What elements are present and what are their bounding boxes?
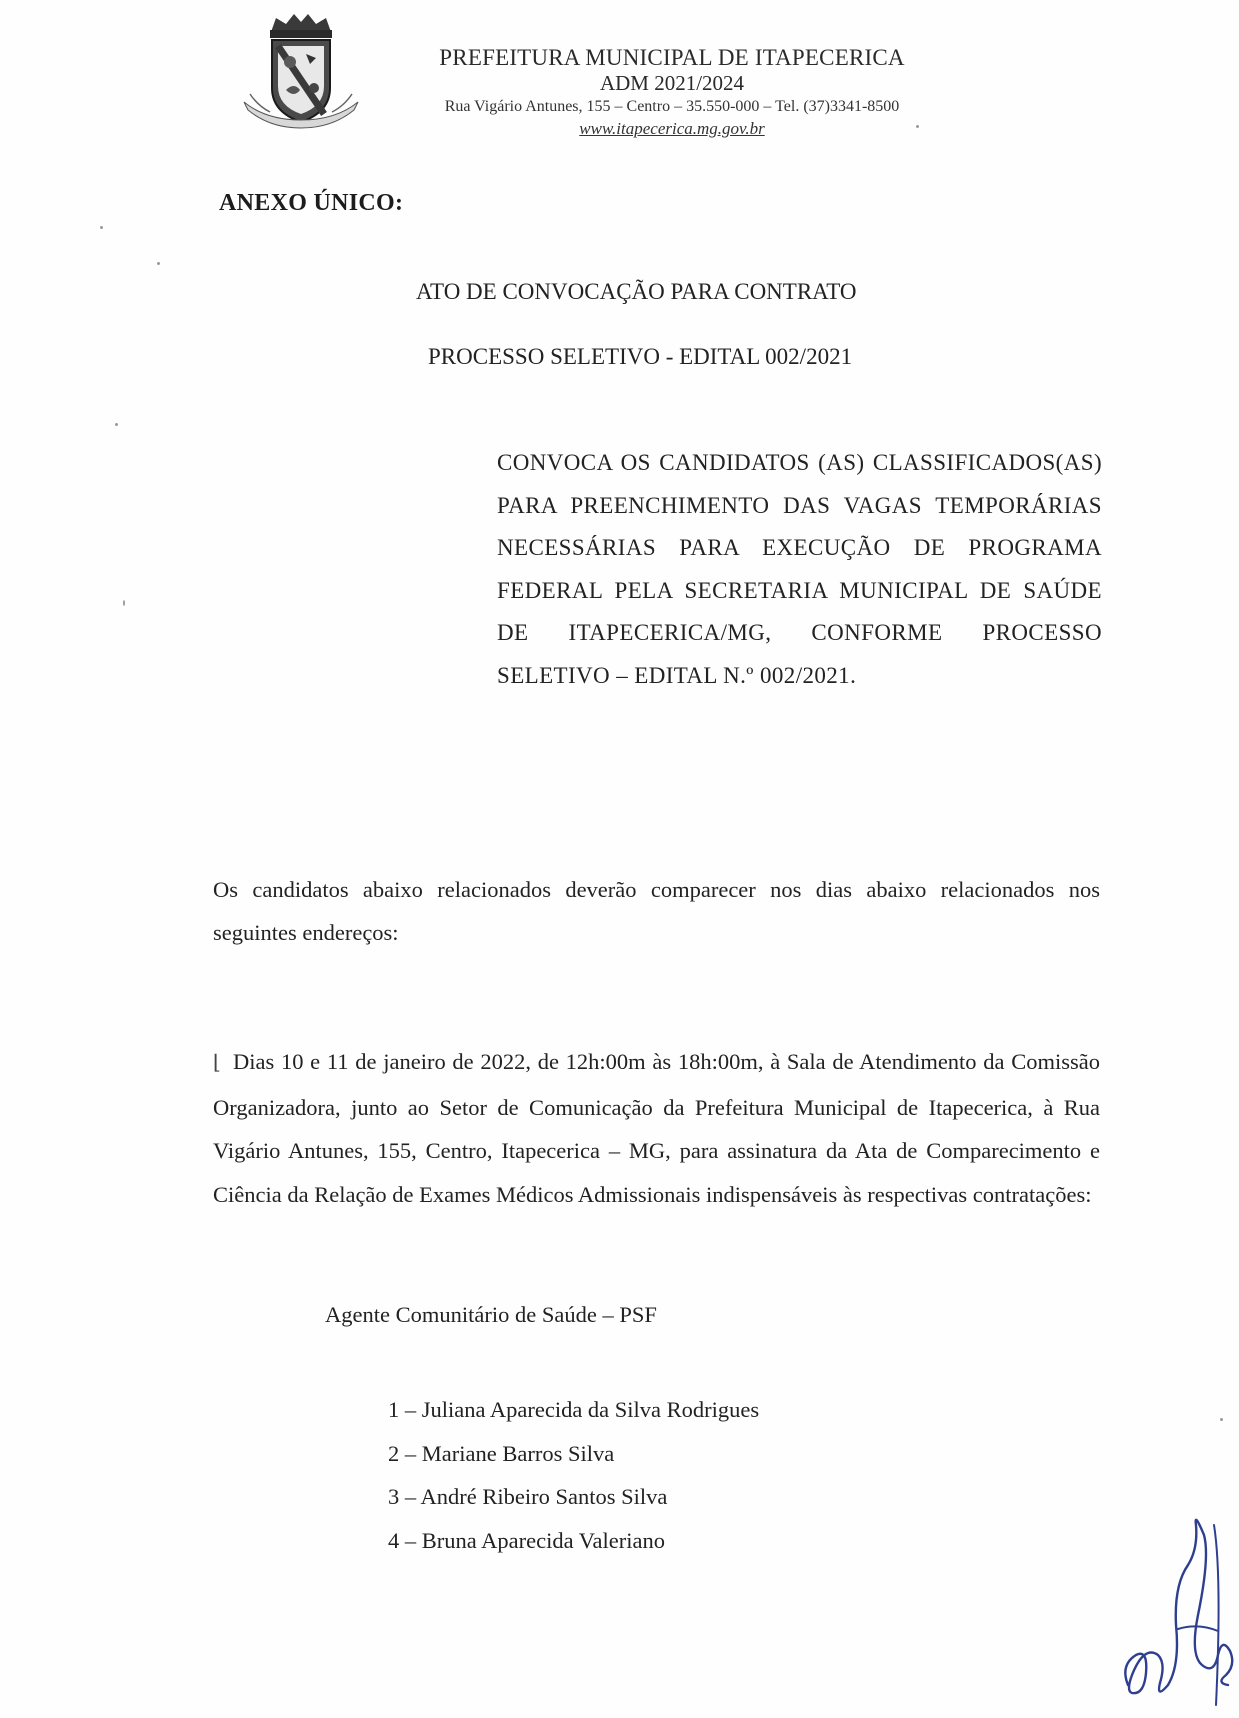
letterhead <box>372 44 972 140</box>
convoca-paragraph: CONVOCA OS CANDIDATOS (AS) CLASSIFICADOS(AS) PARA PREENCHIMENTO DAS VAGAS TEMPORÁRIAS NECESSÁRIAS PARA EXECUÇÃO DE PROGRAMA FEDERAL PELA SECRETARIA MUNICIPAL DE SAÚDE DE ITAPECERICA/MG, CONFORME PROCESSO SELETIVO – EDITAL N.º 002/2021. <box>497 450 1102 688</box>
scan-speck <box>100 226 103 229</box>
margin-mark-icon: ⌊ <box>213 1052 221 1074</box>
schedule-text: Dias 10 e 11 de janeiro de 2022, de 12h:00m às 18h:00m, à Sala de Atendimento da Comissão Organizadora, junto ao Setor de Comunicação da Prefeitura Municipal de Itapecerica, à Rua Vigário Antunes, 155, Centro, Itapecerica – MG, para assinatura da Ata de Comparecimento e Ciência da Relação de Exames Médicos Admissionais indispensáveis às respectivas contratações: <box>213 1049 1100 1207</box>
handwritten-signature-icon <box>1118 1505 1239 1710</box>
letterhead-website-link[interactable]: www.itapecerica.mg.gov.br <box>579 119 765 138</box>
letterhead-administration: ADM 2021/2024 <box>599 71 745 95</box>
scan-speck <box>115 423 118 426</box>
intro-paragraph: Os candidatos abaixo relacionados deverão comparecer nos dias abaixo relacionados nos seguintes endereços: <box>213 877 1100 945</box>
ato-heading: ATO DE CONVOCAÇÃO PARA CONTRATO <box>416 279 857 304</box>
processo-heading: PROCESSO SELETIVO - EDITAL 002/2021 <box>428 344 853 369</box>
letterhead-address: Rua Vigário Antunes, 155 – Centro – 35.550-000 – Tel. (37)3341-8500 <box>444 98 900 115</box>
candidate-list <box>388 1388 759 1562</box>
scan-speck <box>123 600 125 606</box>
scan-speck <box>916 125 919 128</box>
municipal-coat-of-arms-icon <box>236 10 366 140</box>
scan-speck <box>1220 1418 1223 1421</box>
letterhead-title: PREFEITURA MUNICIPAL DE ITAPECERICA <box>439 45 905 70</box>
anexo-heading: ANEXO ÚNICO: <box>219 190 404 216</box>
candidate-item: 4 – Bruna Aparecida Valeriano <box>388 1527 665 1553</box>
position-title: Agente Comunitário de Saúde – PSF <box>325 1302 657 1327</box>
scan-speck <box>157 262 160 265</box>
candidate-item: 1 – Juliana Aparecida da Silva Rodrigues <box>388 1397 760 1422</box>
schedule-paragraph <box>213 1040 1100 1216</box>
candidate-item: 2 – Mariane Barros Silva <box>388 1440 615 1466</box>
candidate-item: 3 – André Ribeiro Santos Silva <box>388 1484 668 1510</box>
